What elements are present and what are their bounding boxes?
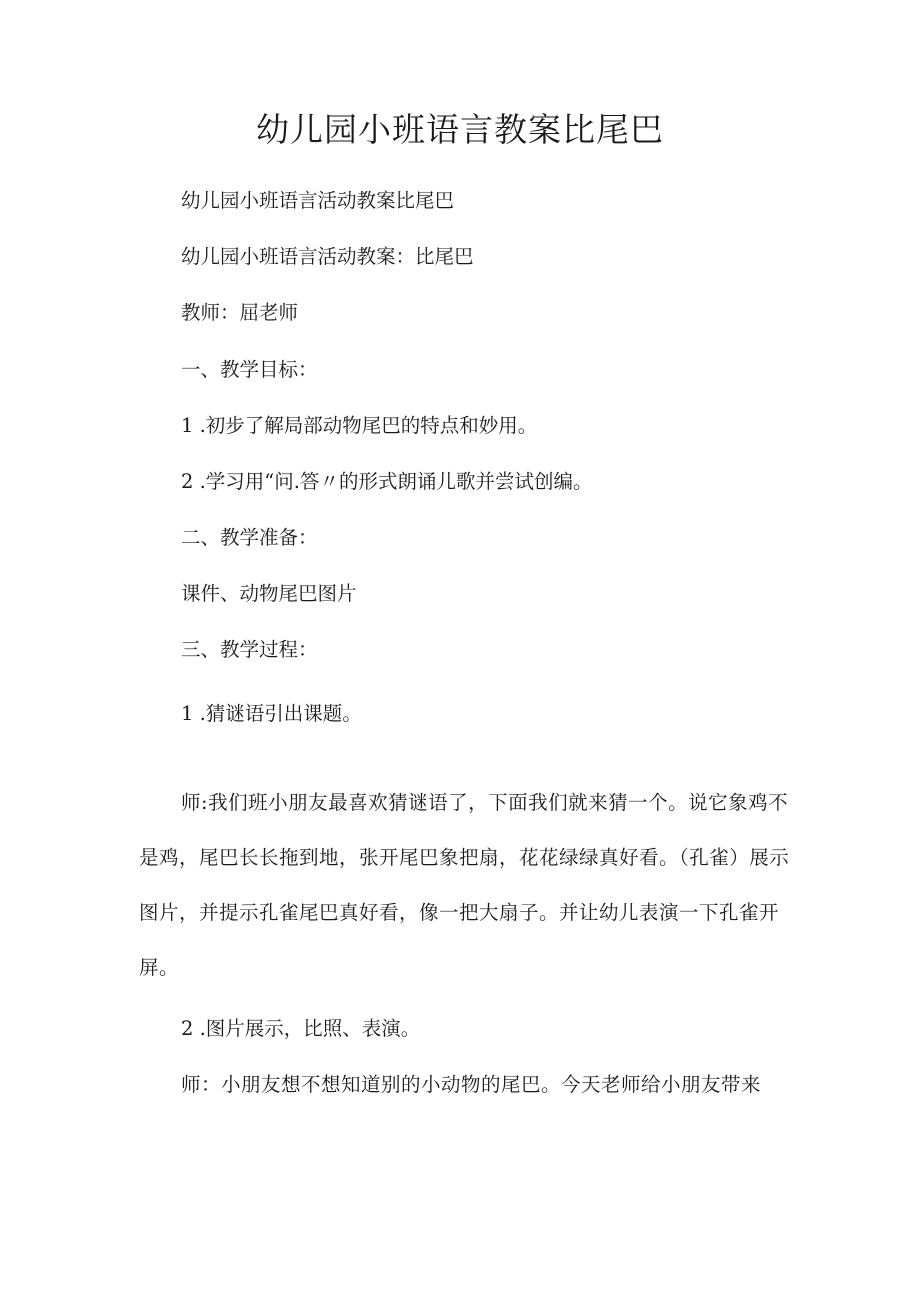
section-heading-goals: 一、教学目标： xyxy=(181,358,318,381)
section-heading-preparation: 二、教学准备： xyxy=(181,526,318,549)
document-title: 幼儿园小班语言教案比尾巴 xyxy=(256,110,664,149)
preparation-text: 课件、动物尾巴图片 xyxy=(181,582,357,605)
subtitle-line-colon: 幼儿园小班语言活动教案：比尾巴 xyxy=(181,245,474,268)
process-step-2: 2 .图片展示，比照、表演。 xyxy=(181,1017,421,1040)
teacher-riddle-paragraph: 师:我们班小朋友最喜欢猜谜语了，下面我们就来猜一个。说它象鸡不是鸡，尾巴长长拖到地，张开尾巴象把扇，花花绿绿真好看。（孔雀）展示图片，并提示孔雀尾巴真好看，像一把大扇子。并让幼儿表演一下孔雀开屏。 xyxy=(139,791,790,979)
section-heading-process: 三、教学过程： xyxy=(181,638,318,661)
subtitle-line: 幼儿园小班语言活动教案比尾巴 xyxy=(181,189,455,212)
process-step-1: 1 .猜谜语引出课题。 xyxy=(181,702,362,725)
teacher-intro-paragraph: 师：小朋友想不想知道别的小动物的尾巴。今天老师给小朋友带来 xyxy=(181,1073,762,1096)
teacher-line: 教师：屈老师 xyxy=(181,301,299,324)
goal-item-1: 1 .初步了解局部动物尾巴的特点和妙用。 xyxy=(181,414,538,437)
goal-item-2: 2 .学习用“问.答〃的形式朗诵儿歌并尝试创编。 xyxy=(181,470,593,493)
